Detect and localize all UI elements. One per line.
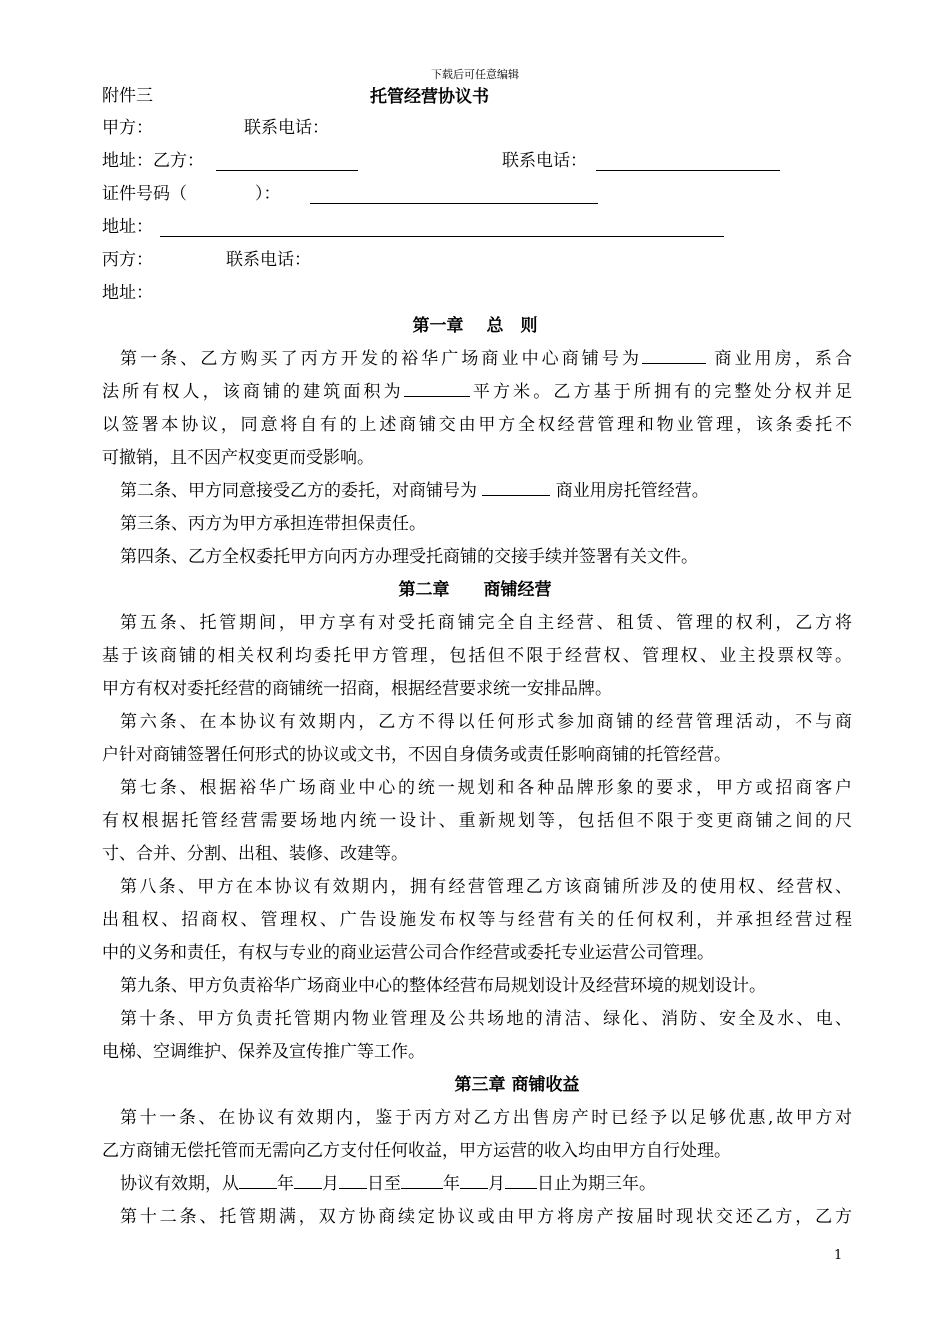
id-label: 证件号码（ ）： [102,184,281,204]
shop-number-blank [642,343,706,364]
attachment-label: 附件三 [102,86,153,106]
id-number-blank [310,183,598,204]
article-1-line-3: 以签署本协议，同意将自有的上述商铺交由甲方全权经营管理和物业管理，该条委托不 [102,415,852,435]
party-a-label: 甲方： [102,118,153,138]
article-9: 第九条、甲方负责裕华广场商业中心的整体经营布局规划设计及经营环境的规划设计。 [120,976,766,996]
article-1-text-b: 商业用房，系合 [706,349,853,369]
area-blank [404,376,470,397]
term-month-label: 月 [322,1174,339,1194]
party-c-phone-label: 联系电话： [226,250,311,270]
article-7-line-3: 寸、合并、分割、出租、装修、改建等。 [102,844,408,864]
article-1-text-d: 平方米。乙方基于所拥有的完整处分权并足 [469,382,853,402]
term-start-month-blank [294,1168,322,1189]
party-c-label: 丙方： [102,250,153,270]
article-6-line-1: 第六条、在本协议有效期内，乙方不得以任何形式参加商铺的经营管理活动，不与商 [120,712,852,732]
term-year2-label: 年 [443,1174,460,1194]
article-5-line-2: 基于该商铺的相关权利均委托甲方管理，包括但不限于经营权、管理权、业主投票权等。 [102,646,852,666]
article-6-line-2: 户针对商铺签署任何形式的协议或文书，不因自身债务或责任影响商铺的托管经营。 [102,745,731,765]
term-end-month-blank [460,1168,488,1189]
address-label: 地址： [102,217,153,237]
party-b-row [102,145,852,178]
party-a-row [102,112,852,145]
article-1-text-a: 第一条、乙方购买了丙方开发的裕华广场商业中心商铺号为 [120,349,643,369]
term-end-text: 日止为期三年。 [537,1174,656,1194]
article-1-line-4: 可撤销，且不因产权变更而受影响。 [102,448,374,468]
chapter-3-heading: 第三章 商铺收益 [454,1075,580,1095]
article-2-text-a: 第二条、甲方同意接受乙方的委托，对商铺号为 [120,481,483,501]
term-text-from: 协议有效期，从 [120,1174,239,1194]
article-8-line-3: 中的义务和责任，有权与专业的商业运营公司合作经营或委托专业运营公司管理。 [102,943,714,963]
term-day-to-label: 日至 [367,1174,401,1194]
chapter-2-heading: 第二章 商铺经营 [398,580,552,600]
article-10-line-2: 电梯、空调维护、保养及宣传推广等工作。 [102,1042,425,1062]
article-12-line-1: 第十二条、托管期满，双方协商续定协议或由甲方将房产按届时现状交还乙方，乙方 [120,1207,852,1227]
party-b-phone-blank [596,150,780,171]
term-start-year-blank [239,1168,277,1189]
id-row [102,178,852,211]
article-1-line-1 [120,343,852,376]
article-11-line-2: 乙方商铺无偿托管而无需向乙方支付任何收益，甲方运营的收入均由甲方自行处理。 [102,1141,731,1161]
article-3: 第三条、丙方为甲方承担连带担保责任。 [120,514,426,534]
party-a-phone-label: 联系电话： [244,118,329,138]
address-blank [160,216,724,237]
article-5-line-1: 第五条、托管期间，甲方享有对受托商铺完全自主经营、租赁、管理的权利，乙方将 [120,613,852,633]
article-8-line-1: 第八条、甲方在本协议有效期内，拥有经营管理乙方该商铺所涉及的使用权、经营权、 [120,877,852,897]
article-8-line-2: 出租权、招商权、管理权、广告设施发布权等与经营有关的任何权利，并承担经营过程 [102,910,852,930]
article-2 [120,475,852,508]
article-11-line-1: 第十一条、在协议有效期内，鉴于丙方对乙方出售房产时已经予以足够优惠,故甲方对 [120,1108,852,1128]
page-number: 1 [834,1248,843,1263]
article-2-shop-blank [482,475,550,496]
article-7-line-2: 有权根据托管经营需要场地内统一设计、重新规划等，包括但不限于变更商铺之间的尺 [102,811,852,831]
chapter-1-heading: 第一章 总 则 [412,316,538,336]
article-4: 第四条、乙方全权委托甲方向丙方办理受托商铺的交接手续并签署有关文件。 [120,547,698,567]
term-end-day-blank [505,1168,537,1189]
article-10-line-1: 第十条、甲方负责托管期内物业管理及公共场地的清洁、绿化、消防、安全及水、电、 [120,1009,852,1029]
party-b-name-blank [216,150,358,171]
term-start-day-blank [339,1168,367,1189]
term-month2-label: 月 [488,1174,505,1194]
party-b-label: 地址：乙方： [102,151,204,171]
term-year-label: 年 [277,1174,294,1194]
article-1-text-c: 法所有权人，该商铺的建筑面积为 [102,382,404,402]
watermark-text: 下载后可任意编辑 [431,68,519,81]
party-c-address-row [102,277,852,310]
party-b-phone-label: 联系电话： [502,151,587,171]
article-5-line-3: 甲方有权对委托经营的商铺统一招商，根据经营要求统一安排品牌。 [102,679,612,699]
article-7-line-1: 第七条、根据裕华广场商业中心的统一规划和各种品牌形象的要求，甲方或招商客户 [120,778,852,798]
party-c-address-label: 地址： [102,283,153,303]
party-c-row [102,244,852,277]
address-row [102,211,852,244]
article-2-text-b: 商业用房托管经营。 [550,481,709,501]
term-line [120,1168,852,1201]
article-1-line-2 [102,376,852,409]
document-title: 托管经营协议书 [370,87,489,107]
term-end-year-blank [401,1168,443,1189]
